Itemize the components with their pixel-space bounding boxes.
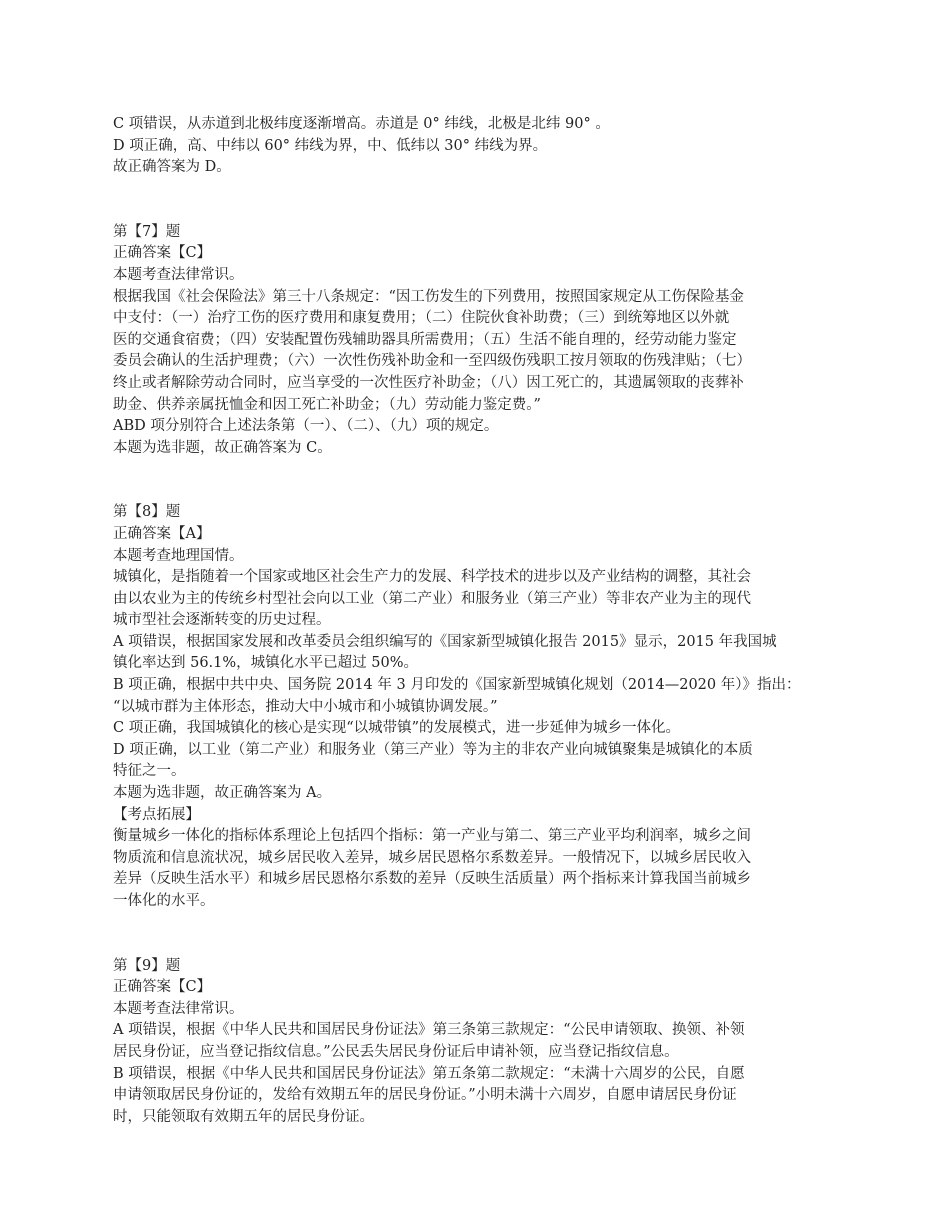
topic-line: 本题考查法律常识。	[113, 266, 244, 283]
text-line: 城镇化，是指随着一个国家或地区社会生产力的发展、科学技术的进步以及产业结构的调整，其社会	[113, 569, 751, 586]
text-line: 差异（反映生活水平）和城乡居民恩格尔系数的差异（反映生活质量）两个指标来计算我国当前城乡	[113, 871, 751, 888]
question-9-section	[113, 956, 838, 1129]
text-line: 时，只能领取有效期五年的居民身份证。	[113, 1108, 374, 1125]
text-line: 申请领取居民身份证的，发给有效期五年的居民身份证。”小明未满十六周岁，自愿申请居民身份证	[113, 1087, 737, 1104]
text-line: 居民身份证，应当登记指纹信息。”公民丢失居民身份证后申请补领，应当登记指纹信息。	[113, 1043, 679, 1060]
question-7-section	[113, 222, 838, 460]
section-gap	[113, 459, 838, 502]
correct-answer: 正确答案【C】	[113, 979, 212, 996]
conclusion-line: 本题为选非题，故正确答案为 A。	[113, 785, 332, 802]
text-line: “以城市群为主体形态，推动大中小城市和小城镇协调发展。”	[113, 698, 498, 715]
text-line: 衡量城乡一体化的指标体系理论上包括四个指标：第一产业与第二、第三产业平均利润率，城乡之间	[113, 828, 751, 845]
text-line: 特征之一。	[113, 763, 186, 780]
text-line: B 项正确，根据中共中央、国务院 2014 年 3 月印发的《国家新型城镇化规划（2014—2020 年）》指出：	[113, 677, 801, 694]
question-heading: 第【7】题	[113, 223, 181, 240]
topic-line: 本题考查法律常识。	[113, 1000, 244, 1017]
text-line: C 项正确，我国城镇化的核心是实现“以城带镇”的发展模式，进一步延伸为城乡一体化。	[113, 720, 681, 737]
text-line: 终止或者解除劳动合同时，应当享受的一次性医疗补助金；（八）因工死亡的，其遗属领取的丧葬补	[113, 374, 744, 391]
extension-heading: 【考点拓展】	[113, 806, 200, 823]
text-line: 故正确答案为 D。	[113, 159, 231, 176]
question-heading: 第【8】题	[113, 504, 181, 521]
text-line: A 项错误，根据《中华人民共和国居民身份证法》第三条第三款规定：“公民申请领取、换领、补领	[113, 1022, 745, 1039]
correct-answer: 正确答案【C】	[113, 245, 212, 262]
section-gap	[113, 179, 838, 222]
text-line: A 项错误，根据国家发展和改革委员会组织编写的《国家新型城镇化报告 2015》显示，2015 年我国城	[113, 633, 777, 650]
text-line: C 项错误，从赤道到北极纬度逐渐增高。赤道是 0° 纬线，北极是北纬 90° 。	[113, 116, 610, 132]
correct-answer: 正确答案【A】	[113, 525, 211, 542]
text-line: 由以农业为主的传统乡村型社会向以工业（第二产业）和服务业（第三产业）等非农产业为主的现代	[113, 590, 751, 607]
text-line: 中支付：（一）治疗工伤的医疗费用和康复费用；（二）住院伙食补助费；（三）到统筹地区以外就	[113, 310, 730, 327]
text-line: D 项正确，高、中纬以 60° 纬线为界，中、低纬以 30° 纬线为界。	[113, 137, 548, 154]
text-line: 医的交通食宿费；（四）安装配置伤残辅助器具所需费用；（五）生活不能自理的，经劳动能力鉴定	[113, 331, 737, 348]
text-line: 物质流和信息流状况，城乡居民收入差异，城乡居民恩格尔系数差异。一般情况下，以城乡居民收入	[113, 849, 751, 866]
text-line: 镇化率达到 56.1%，城镇化水平已超过 50%。	[113, 655, 419, 672]
answer-explanations	[113, 114, 838, 1128]
q6-tail-section	[113, 114, 838, 179]
topic-line: 本题考查地理国情。	[113, 547, 244, 564]
question-heading: 第【9】题	[113, 957, 181, 974]
text-line: B 项错误，根据《中华人民共和国居民身份证法》第五条第二款规定：“未满十六周岁的公民，自愿	[113, 1065, 745, 1082]
text-line: 助金、供养亲属抚恤金和因工死亡补助金；（九）劳动能力鉴定费。”	[113, 396, 541, 413]
text-line: 城市型社会逐渐转变的历史过程。	[113, 612, 331, 629]
question-8-section	[113, 502, 838, 912]
text-line: D 项正确，以工业（第二产业）和服务业（第三产业）等为主的非农产业向城镇聚集是城镇化的本质	[113, 741, 753, 758]
conclusion-line: 本题为选非题，故正确答案为 C。	[113, 439, 332, 456]
text-line: 根据我国《社会保险法》第三十八条规定：“因工伤发生的下列费用，按照国家规定从工伤保险基金	[113, 288, 744, 305]
text-line: 一体化的水平。	[113, 893, 215, 909]
text-line: ABD 项分别符合上述法条第（一）、（二）、（九）项的规定。	[113, 418, 499, 435]
section-gap	[113, 913, 838, 956]
text-line: 委员会确认的生活护理费；（六）一次性伤残补助金和一至四级伤残职工按月领取的伤残津贴；（七）	[113, 353, 751, 370]
